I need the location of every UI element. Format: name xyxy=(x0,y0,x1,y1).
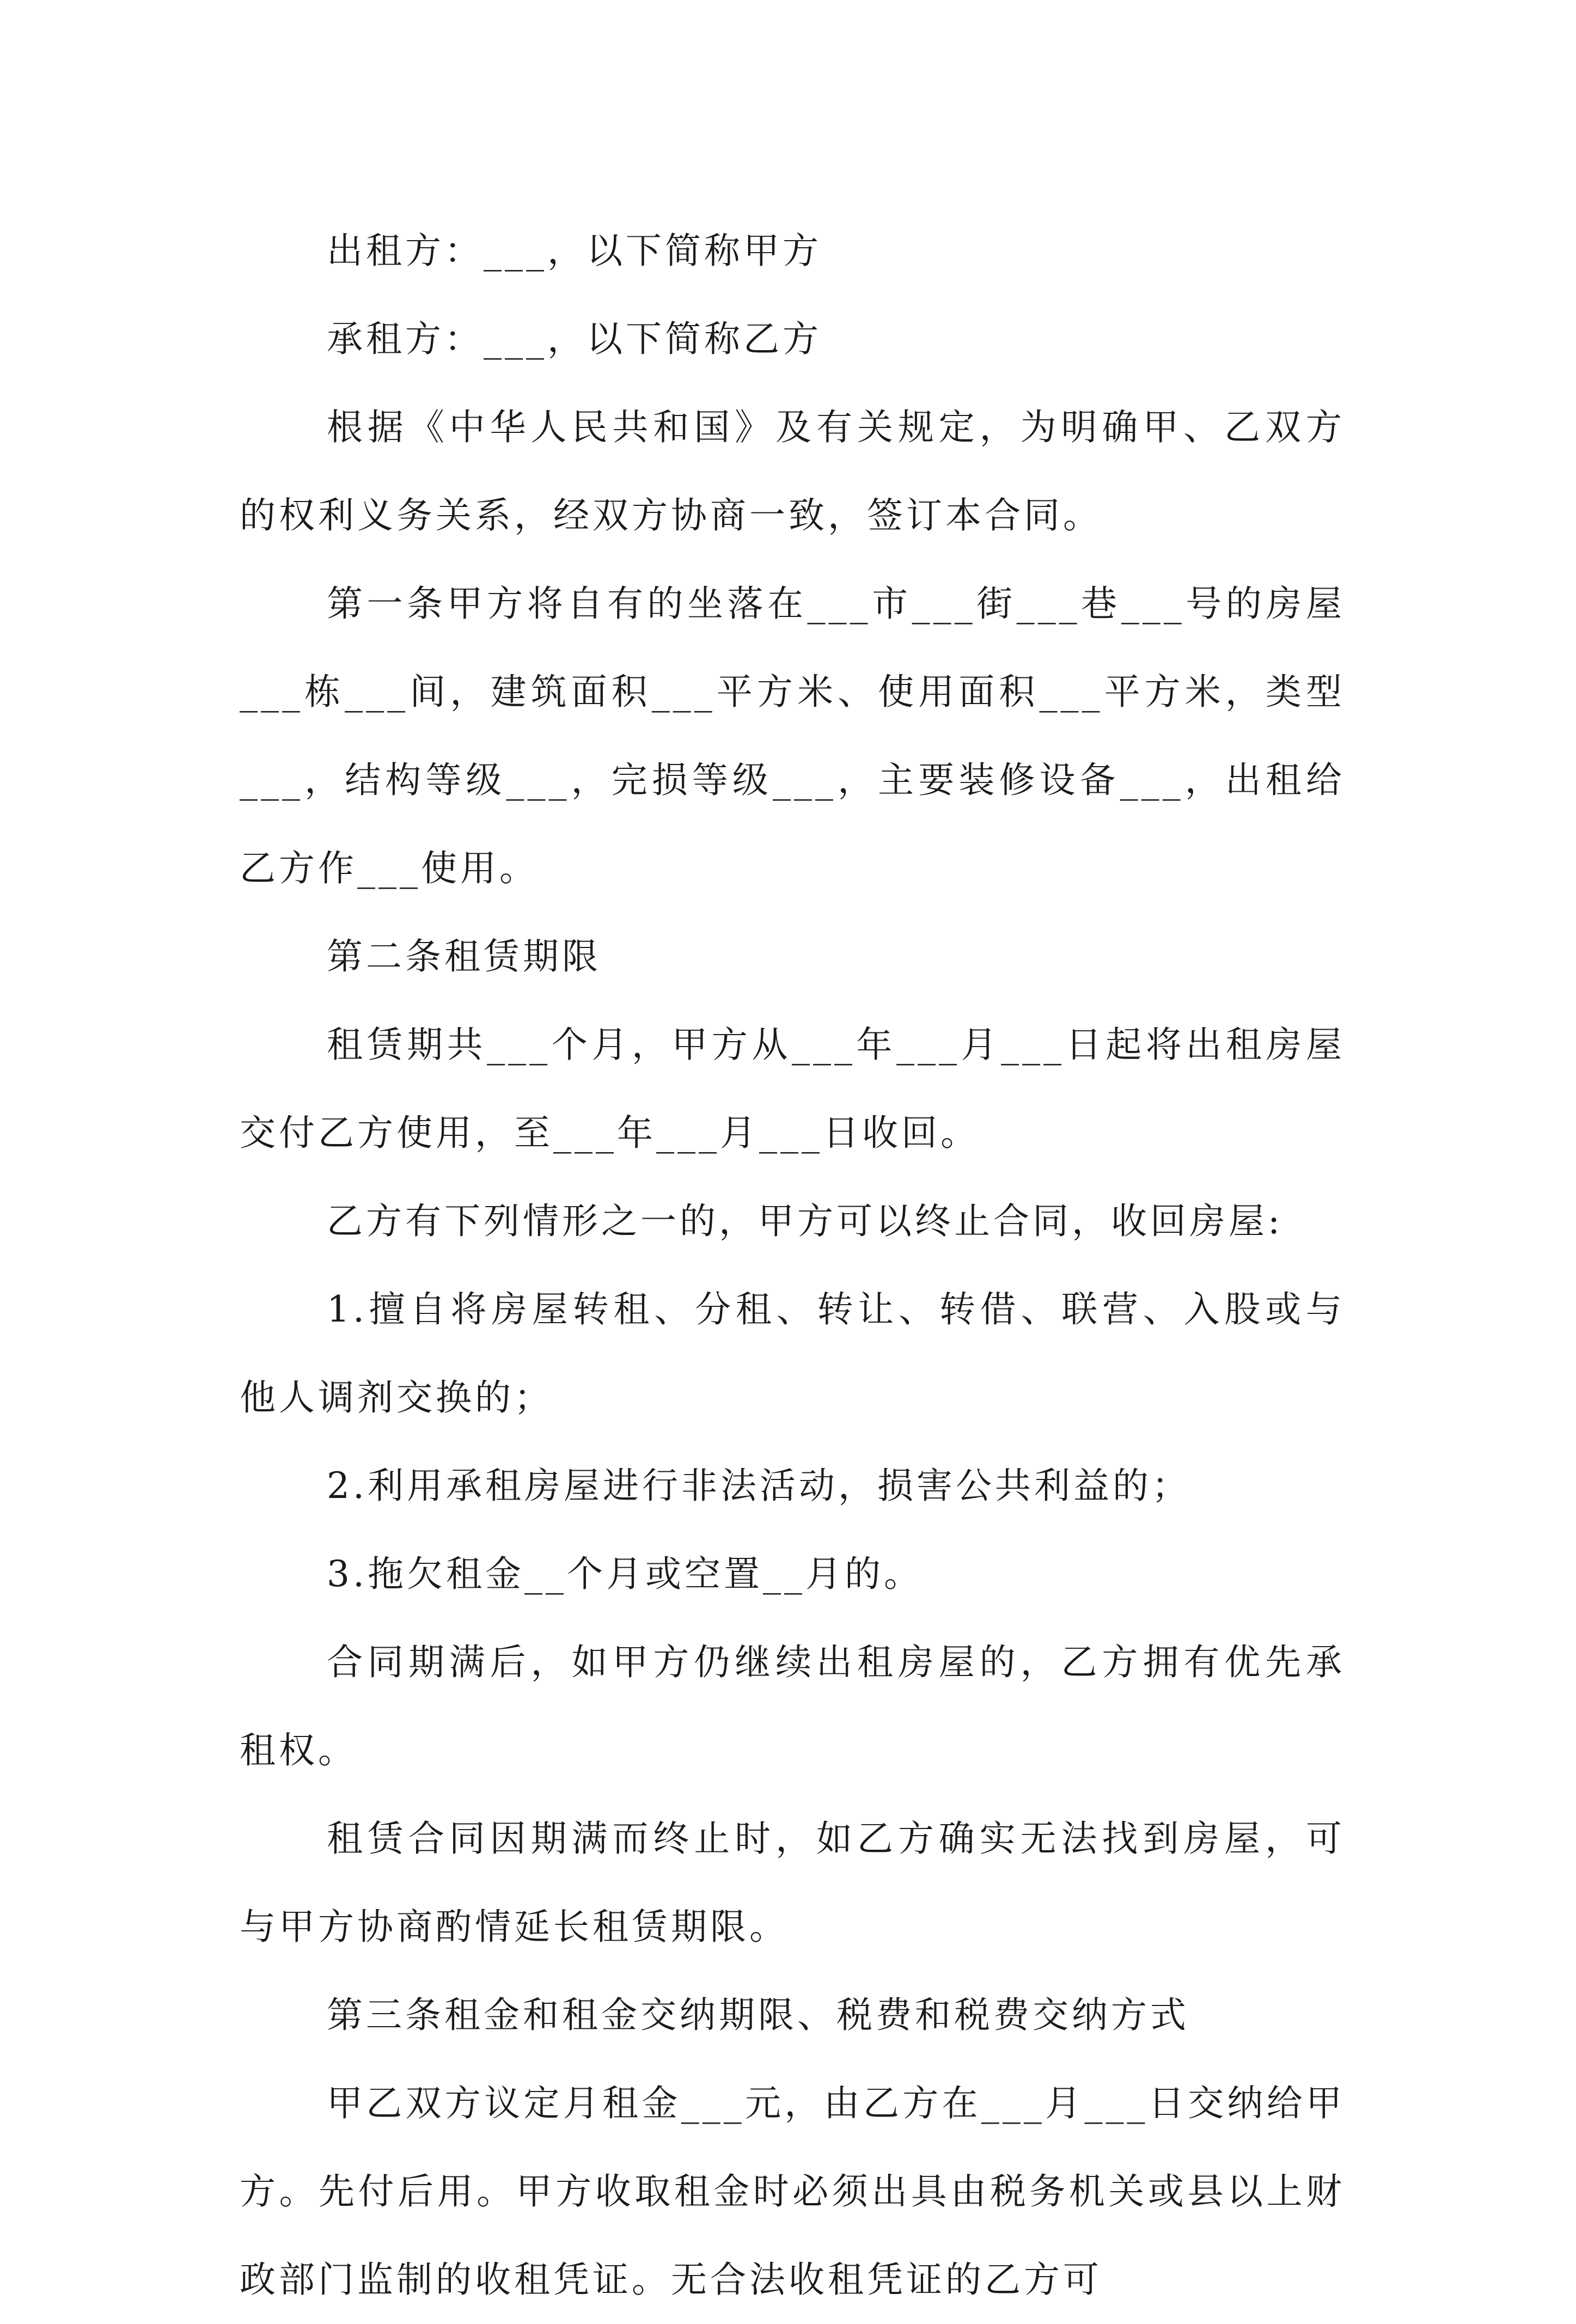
paragraph-article-2-heading: 第二条租赁期限 xyxy=(327,935,601,977)
paragraph-condition-3: 3.拖欠租金__个月或空置__月的。 xyxy=(327,1553,923,1595)
paragraph-preamble: 根据《中华人民共和国》及有关规定，为明确甲、乙双方的权利义务关系，经双方协商一致，签订本合同。 xyxy=(240,406,1345,536)
paragraph-article-3-heading: 第三条租金和租金交纳期限、税费和税费交纳方式 xyxy=(327,1994,1189,2036)
paragraph-condition-1: 1.擅自将房屋转租、分租、转让、转借、联营、入股或与他人调剂交换的； xyxy=(240,1288,1345,1418)
paragraph-renewal-priority: 合同期满后，如甲方仍继续出租房屋的，乙方拥有优先承租权。 xyxy=(240,1641,1345,1771)
paragraph-extension: 租赁合同因期满而终止时，如乙方确实无法找到房屋，可与甲方协商酌情延长租赁期限。 xyxy=(240,1818,1345,1948)
paragraph-article-1: 第一条甲方将自有的坐落在___市___街___巷___号的房屋___栋___间，建筑面积___平方米、使用面积___平方米，类型___，结构等级___，完损等级___，主要装修设备___，出租给乙方作___使用。 xyxy=(240,583,1345,889)
paragraph-lessee: 承租方：___，以下简称乙方 xyxy=(327,318,822,360)
paragraph-condition-2: 2.利用承租房屋进行非法活动，损害公共利益的； xyxy=(327,1465,1191,1507)
paragraph-lease-term: 租赁期共___个月，甲方从___年___月___日起将出租房屋交付乙方使用，至___年___月___日收回。 xyxy=(240,1024,1345,1154)
paragraph-lessor: 出租方：___，以下简称甲方 xyxy=(327,230,822,272)
paragraph-rent-payment: 甲乙双方议定月租金___元，由乙方在___月___日交纳给甲方。先付后用。甲方收取租金时必须出具由税务机关或县以上财政部门监制的收租凭证。无合法收租凭证的乙方可 xyxy=(240,2082,1345,2301)
paragraph-termination-conditions: 乙方有下列情形之一的，甲方可以终止合同，收回房屋: xyxy=(327,1200,1284,1242)
document-body xyxy=(240,207,1345,2324)
